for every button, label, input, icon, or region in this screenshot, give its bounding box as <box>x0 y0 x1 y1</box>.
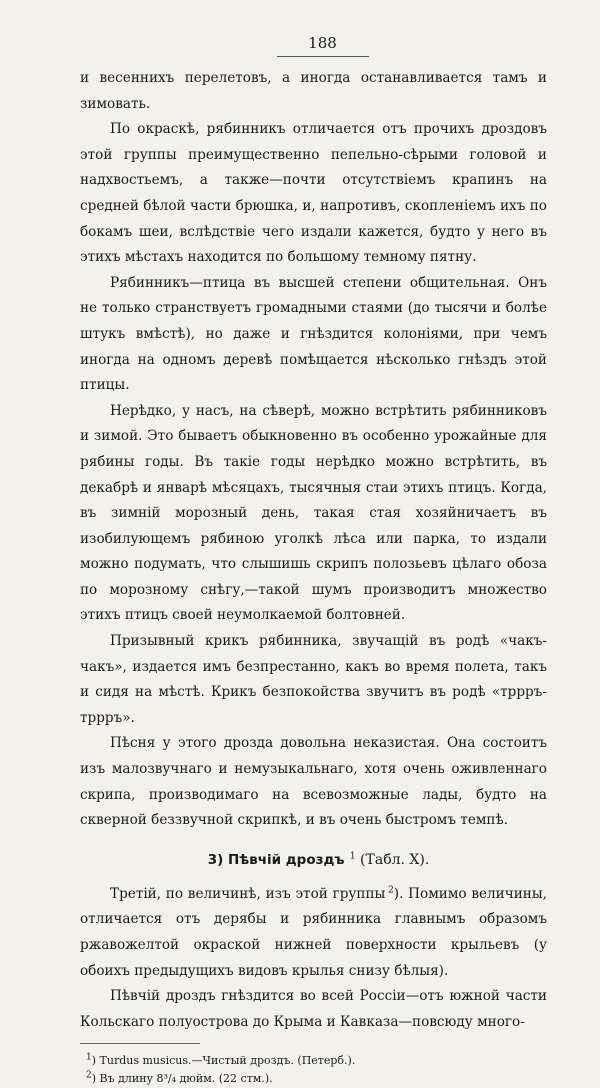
section-heading <box>80 848 547 872</box>
footnote-ref-2: 2 <box>388 885 394 896</box>
section-title: 3) Пѣвчій дроздъ <box>207 851 345 868</box>
paragraph-winter: Нерѣдко, у насъ, на сѣверѣ, можно встрѣтить рябинниковъ и зимой. Это бываетъ обыкновенно въ особенно урожайные для рябины годы. Въ такіе годы нерѣдко можно встрѣтить, въ декабрѣ и январѣ мѣсяцахъ, тысячныя стаи этихъ птицъ. Когда, въ зимній морозный день, такая стая хозяйничаетъ въ изобилующемъ рябиною уголкѣ лѣса или парка, то издали можно подумать, что слышишь скрипъ полозьевъ цѣлаго обоза по морозному снѣгу,—такой шумъ производитъ множество этихъ птицъ своей неумолкаемой болтовней. <box>80 402 547 624</box>
footnote-2-text: ) Въ длину 8³/₄ дюйм. (22 стм.). <box>91 1072 273 1086</box>
page-number: 188 <box>308 34 337 52</box>
paragraph-size-text-end: ). Помимо величины, отличается отъ дерябы и рябинника главнымъ образомъ ржавожелтой окраской нижней поверхности крыльевъ (у обоихъ предыдущихъ видовъ крылья снизу бѣлыя). <box>80 885 547 979</box>
section-title-suffix: (Табл. X). <box>355 851 430 868</box>
paragraph-size <box>80 882 547 984</box>
paragraph-range: Пѣвчій дроздъ гнѣздится во всей Россіи—отъ южной части Кольскаго полуострова до Крыма и Кавказа—повсюду много- <box>80 988 547 1030</box>
footnote-1 <box>80 1052 547 1070</box>
footnote-rule <box>80 1043 200 1044</box>
footnote-1-marker: 1 <box>86 1052 92 1063</box>
paragraph-sociability: Рябинникъ—птица въ высшей степени общительная. Онъ не только странствуетъ громадными стаями (до тысячи и болѣе штукъ вмѣстѣ), но даже и гнѣздится колоніями, при чемъ иногда на одномъ деревѣ помѣщается нѣсколько гнѣздъ этой птицы. <box>80 274 547 394</box>
footnote-1-text: ) Turdus musicus.—Чистый дроздъ. (Петерб.). <box>91 1054 356 1068</box>
footnote-ref-1: 1 <box>349 851 356 862</box>
paragraph-song: Пѣсня у этого дрозда довольна неказистая. Она состоитъ изъ малозвучнаго и немузыкальнаго, хотя очень оживленнаго скрипа, производимаго на всевозможные лады, будто на скверной беззвучной скрипкѣ, и въ очень быстромъ темпѣ. <box>80 735 547 829</box>
paragraph-size-text: Третій, по величинѣ, изъ этой группы <box>110 885 386 902</box>
header-rule <box>277 56 369 57</box>
footnote-2-marker: 2 <box>86 1070 92 1081</box>
footnote-2 <box>80 1070 547 1088</box>
paragraph-coloration: По окраскѣ, рябинникъ отличается отъ прочихъ дроздовъ этой группы преимущественно пепельно-сѣрыми головой и надхвостьемъ, а также—почти отсутствіемъ крапинъ на средней бѣлой части брюшка, и, напротивъ, скопленіемъ ихъ по бокамъ шеи, вслѣдствіе чего издали кажется, будто у него въ этихъ мѣстахъ находится по большому темному пятну. <box>80 121 547 266</box>
paragraph-continuation: и весеннихъ перелетовъ, а иногда останавливается тамъ и зимовать. <box>80 70 547 112</box>
paragraph-call: Призывный крикъ рябинника, звучащій въ родѣ «чакъ-чакъ», издается имъ безпрестанно, какъ во время полета, такъ и сидя на мѣстѣ. Крикъ безпокойства звучитъ въ родѣ «тррръ-тррръ». <box>80 633 547 726</box>
